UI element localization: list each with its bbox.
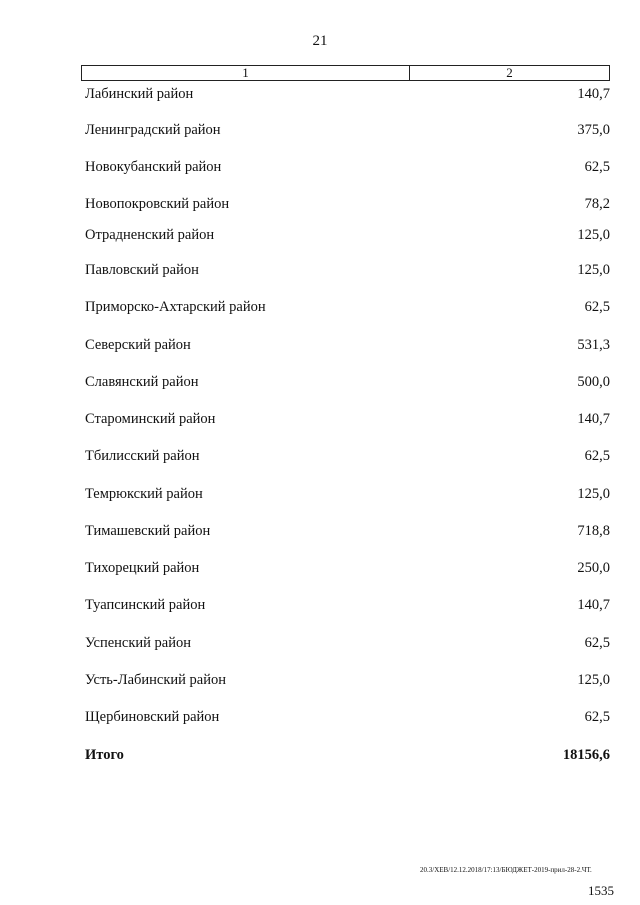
district-name: Тимашевский район — [85, 523, 211, 539]
table-row — [85, 373, 610, 391]
district-value: 140,7 — [577, 597, 610, 613]
column-header-2: 2 — [506, 65, 513, 80]
table-row — [85, 121, 610, 139]
column-header-1: 1 — [82, 66, 410, 80]
district-name: Новокубанский район — [85, 159, 222, 175]
district-name: Успенский район — [85, 635, 191, 651]
district-name: Приморско-Ахтарский район — [85, 299, 266, 315]
district-name: Тихорецкий район — [85, 560, 200, 576]
table-row — [85, 485, 610, 503]
district-name: Павловский район — [85, 262, 199, 278]
table-row — [85, 559, 610, 577]
district-value: 78,2 — [584, 196, 610, 212]
district-name: Северский район — [85, 337, 191, 353]
district-value: 62,5 — [584, 159, 610, 175]
district-name: Ленинградский район — [85, 122, 221, 138]
table-row — [85, 298, 610, 316]
district-value: 140,7 — [577, 411, 610, 427]
table-row — [85, 195, 610, 213]
district-name: Щербиновский район — [85, 709, 220, 725]
district-name: Усть-Лабинский район — [85, 672, 226, 688]
district-value: 62,5 — [584, 709, 610, 725]
table-row — [85, 596, 610, 614]
district-value: 62,5 — [584, 448, 610, 464]
district-name: Туапсинский район — [85, 597, 206, 613]
page-number: 21 — [312, 33, 328, 49]
district-name: Староминский район — [85, 411, 216, 427]
district-value: 140,7 — [577, 86, 610, 102]
total-value: 18156,6 — [562, 747, 610, 763]
district-name: Лабинский район — [85, 86, 194, 102]
table-row — [85, 447, 610, 465]
district-value: 250,0 — [577, 560, 610, 576]
total-label: Итого — [85, 747, 124, 763]
table-row — [85, 410, 610, 428]
district-name: Новопокровский район — [85, 196, 230, 212]
table-row — [85, 261, 610, 279]
district-value: 62,5 — [584, 635, 610, 651]
district-name: Отрадненский район — [85, 227, 215, 243]
document-number: 1535 — [588, 883, 614, 898]
district-name: Славянский район — [85, 374, 199, 390]
table-row — [85, 226, 610, 244]
district-value: 375,0 — [577, 122, 610, 138]
district-value: 125,0 — [577, 486, 610, 502]
table-header — [81, 65, 610, 81]
district-value: 125,0 — [577, 262, 610, 278]
district-value: 500,0 — [577, 374, 610, 390]
district-value: 62,5 — [584, 299, 610, 315]
district-value: 718,8 — [577, 523, 610, 539]
document-code: 20.3/XEB/12.12.2018/17:13/БЮДЖЕТ-2019-прил-28-2.ЧТ. — [420, 866, 592, 874]
table-row — [85, 522, 610, 540]
district-value: 531,3 — [577, 337, 610, 353]
table-row — [85, 634, 610, 652]
district-name: Тбилисский район — [85, 448, 200, 464]
table-row — [85, 158, 610, 176]
table-row — [85, 708, 610, 726]
district-value: 125,0 — [577, 227, 610, 243]
district-name: Темрюкский район — [85, 486, 203, 502]
table-row — [85, 336, 610, 354]
total-row — [85, 746, 610, 764]
district-value: 125,0 — [577, 672, 610, 688]
table-row — [85, 85, 610, 103]
table-row — [85, 671, 610, 689]
